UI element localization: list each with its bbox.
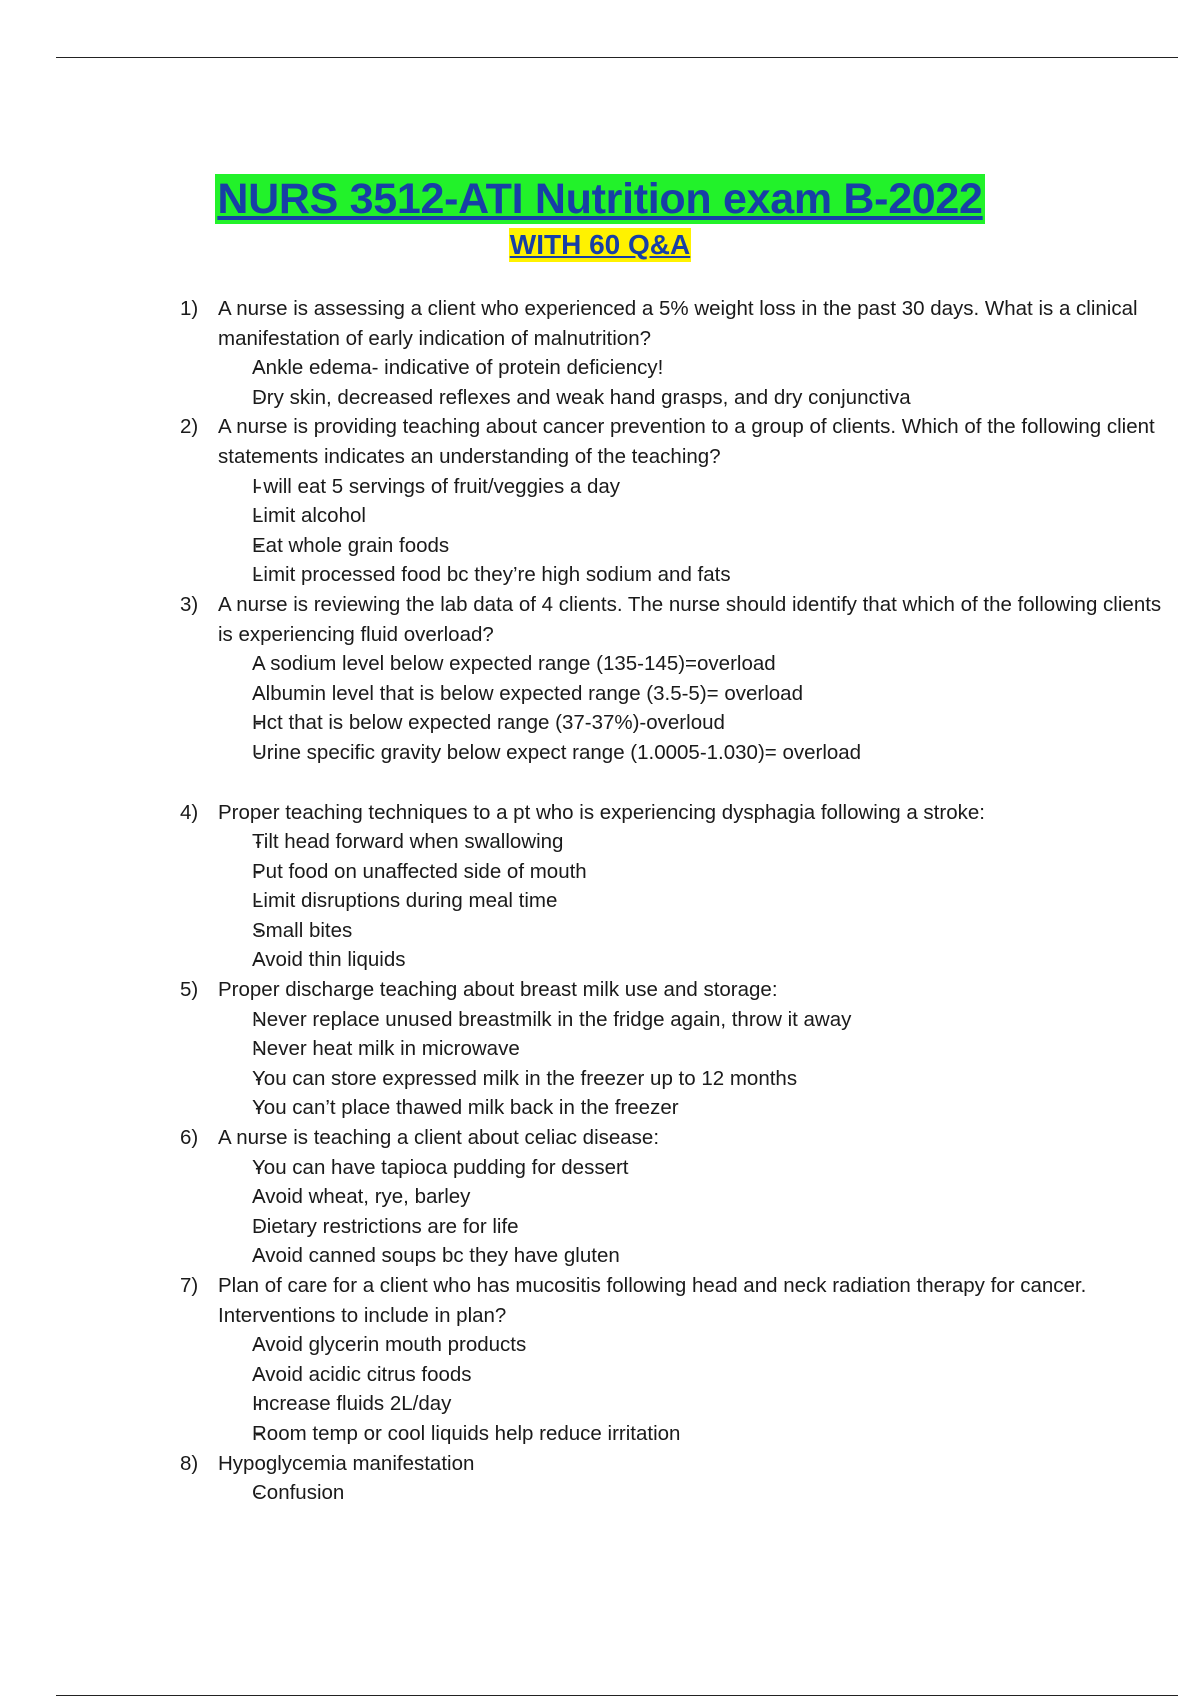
- answer-item: [180, 1241, 1180, 1271]
- answer-item: [180, 857, 1180, 887]
- answer-text: Put food on unaffected side of mouth: [252, 859, 587, 883]
- answer-text: Limit alcohol: [252, 504, 366, 528]
- question-number: 8): [180, 1451, 199, 1475]
- document-subtitle: WITH 60 Q&A: [509, 229, 691, 260]
- question-text: Proper teaching techniques to a pt who is experiencing dysphagia following a stroke:: [218, 800, 985, 824]
- answer-text: Tilt head forward when swallowing: [252, 830, 564, 854]
- answer-text: Small bites: [252, 918, 353, 942]
- answer-text: You can’t place thawed milk back in the freezer: [252, 1096, 679, 1120]
- answer-item: [180, 1153, 1180, 1183]
- answer-text: A sodium level below expected range (135-145)=overload: [252, 652, 776, 676]
- answer-item: [180, 1034, 1180, 1064]
- answer-text: Room temp or cool liquids help reduce irritation: [252, 1421, 681, 1445]
- answer-item: [180, 472, 1180, 502]
- answer-list: [218, 1153, 1180, 1271]
- question-text: Proper discharge teaching about breast milk use and storage:: [218, 978, 778, 1002]
- document-title: NURS 3512-ATI Nutrition exam B-2022: [217, 175, 983, 223]
- question-text: Plan of care for a client who has mucositis following head and neck radiation therapy for cancer. Interventions to include in plan?: [218, 1274, 1087, 1327]
- answer-text: Avoid thin liquids: [252, 948, 406, 972]
- answer-text: You can store expressed milk in the freezer up to 12 months: [252, 1066, 798, 1090]
- answer-item: [180, 827, 1180, 857]
- question-text: Hypoglycemia manifestation: [218, 1451, 475, 1475]
- answer-item: [180, 886, 1180, 916]
- question-item: [180, 1271, 1180, 1449]
- spacer: [180, 768, 1180, 798]
- answer-text: Dietary restrictions are for life: [252, 1214, 519, 1238]
- question-item: [180, 798, 1180, 976]
- answer-item: [180, 1360, 1180, 1390]
- answer-item: [180, 649, 1180, 679]
- answer-list: [218, 827, 1180, 975]
- question-number: 7): [180, 1274, 199, 1297]
- answer-list: [218, 472, 1180, 590]
- question-item: [180, 294, 1180, 412]
- answer-item: [180, 1389, 1180, 1419]
- question-number: 1): [180, 297, 199, 320]
- answer-item: [180, 353, 1180, 383]
- answer-text: Hct that is below expected range (37-37%)-overloud: [252, 711, 725, 735]
- question-item: [180, 412, 1180, 590]
- answer-item: [180, 1212, 1180, 1242]
- answer-item: [180, 738, 1180, 768]
- answer-item: [180, 1093, 1180, 1123]
- question-number: 2): [180, 415, 199, 439]
- title-block: [0, 174, 1200, 224]
- answer-item: [180, 708, 1180, 738]
- subtitle-block: [0, 228, 1200, 262]
- question-number: 4): [180, 800, 199, 824]
- answer-item: [180, 1419, 1180, 1449]
- answer-list: [218, 649, 1180, 767]
- bottom-rule: [56, 1695, 1178, 1696]
- answer-text: You can have tapioca pudding for dessert: [252, 1155, 629, 1179]
- answer-text: Limit processed food bc they’re high sodium and fats: [252, 563, 731, 587]
- answer-item: [180, 1330, 1180, 1360]
- question-text: A nurse is teaching a client about celiac disease:: [218, 1126, 660, 1150]
- answer-text: Increase fluids 2L/day: [252, 1392, 452, 1416]
- answer-item: [180, 531, 1180, 561]
- answer-text: Albumin level that is below expected range (3.5-5)= overload: [252, 681, 803, 705]
- question-text: A nurse is reviewing the lab data of 4 clients. The nurse should identify that which of the following clients is experiencing fluid overload?: [218, 592, 1162, 646]
- answer-list: [218, 1330, 1180, 1448]
- answer-item: [180, 501, 1180, 531]
- answer-item: [180, 1005, 1180, 1035]
- answer-text: Avoid acidic citrus foods: [252, 1362, 472, 1386]
- answer-text: Ankle edema- indicative of protein deficiency!: [252, 356, 664, 380]
- answer-text: Limit disruptions during meal time: [252, 889, 558, 913]
- question-text: A nurse is providing teaching about cancer prevention to a group of clients. Which of the following client statements indicates an understanding of the teaching?: [218, 415, 1155, 468]
- question-list: [180, 294, 1180, 1508]
- question-item: [180, 590, 1180, 768]
- answer-item: [180, 1064, 1180, 1094]
- answer-text: Dry skin, decreased reflexes and weak hand grasps, and dry conjunctiva: [252, 385, 911, 409]
- answer-item: [180, 916, 1180, 946]
- question-item: [180, 975, 1180, 1123]
- question-item: [180, 1123, 1180, 1271]
- answer-text: Avoid canned soups bc they have gluten: [252, 1244, 620, 1268]
- answer-item: [180, 679, 1180, 709]
- answer-list: [218, 353, 1180, 412]
- question-number: 6): [180, 1126, 199, 1150]
- answer-item: [180, 1182, 1180, 1212]
- answer-text: Never replace unused breastmilk in the fridge again, throw it away: [252, 1007, 852, 1031]
- answer-item: [180, 1478, 1180, 1508]
- answer-text: Avoid wheat, rye, barley: [252, 1185, 471, 1209]
- question-number: 5): [180, 978, 199, 1002]
- answer-item: [180, 945, 1180, 975]
- question-number: 3): [180, 592, 199, 616]
- answer-item: [180, 383, 1180, 413]
- answer-text: Confusion: [252, 1481, 345, 1505]
- answer-text: I will eat 5 servings of fruit/veggies a day: [252, 474, 621, 498]
- answer-list: [218, 1005, 1180, 1123]
- answer-text: Avoid glycerin mouth products: [252, 1333, 527, 1357]
- answer-text: Eat whole grain foods: [252, 533, 450, 557]
- answer-list: [218, 1478, 1180, 1508]
- question-text: A nurse is assessing a client who experienced a 5% weight loss in the past 30 days. What is a clinical manifestation of early indication of malnutrition?: [218, 297, 1138, 350]
- top-rule: [56, 57, 1178, 58]
- answer-item: [180, 560, 1180, 590]
- answer-text: Urine specific gravity below expect range (1.0005-1.030)= overload: [252, 740, 862, 764]
- question-item: [180, 1449, 1180, 1508]
- answer-text: Never heat milk in microwave: [252, 1037, 520, 1061]
